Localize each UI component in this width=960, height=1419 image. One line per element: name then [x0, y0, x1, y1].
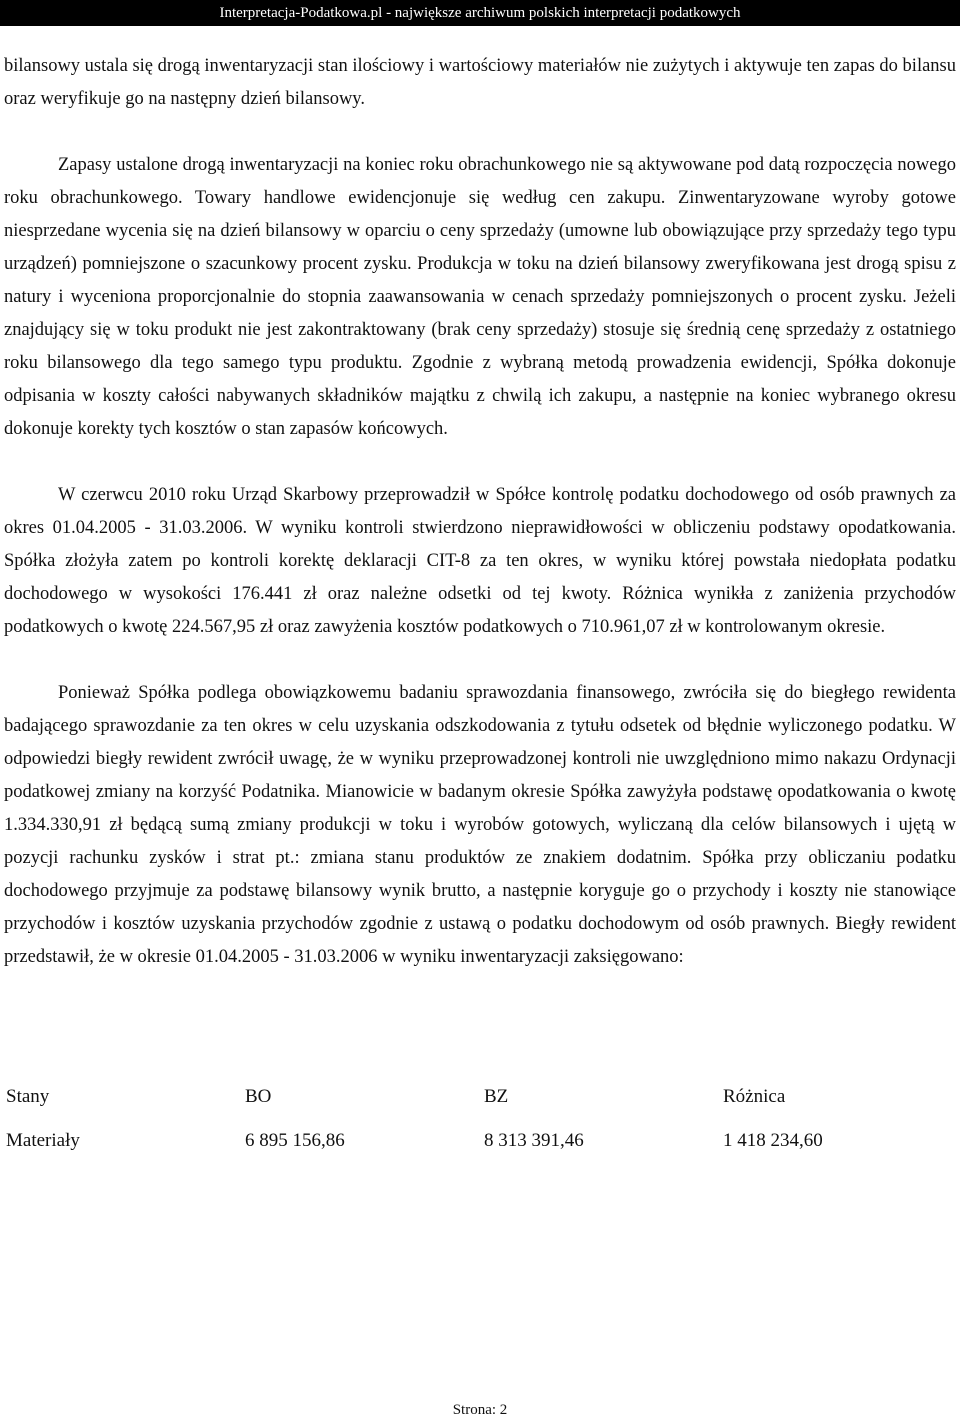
page-footer	[0, 1401, 960, 1419]
table-cell: Materiały	[6, 1129, 80, 1151]
table-cell: 8 313 391,46	[484, 1129, 584, 1151]
table-header-row	[6, 1074, 923, 1118]
paragraph-inventory-materials: bilansowy ustala się drogą inwentaryzacji stan ilościowy i wartościowy materiałów nie zużytych i aktywuje ten zapas do bilansu oraz weryfikuje go na następny dzień bilansowy.	[4, 56, 956, 109]
paragraph-inventory-valuation: Zapasy ustalone drogą inwentaryzacji na koniec roku obrachunkowego nie są aktywowane pod datą rozpoczęcia nowego roku obrachunkowego. Towary handlowe ewidencjonuje się według cen zakupu. Zinwentaryzowane wyroby gotowe niesprzedane wycenia się na dzień bilansowy w oparciu o ceny sprzedaży (umowne lub obowiązujące przy sprzedaży tego typu urządzeń) pomniejszone o szacunkowy procent zysku. Produkcja w toku na dzień bilansowy zweryfikowana jest drogą spisu z natury i wyceniona proporcjonalnie do stopnia zaawansowania w cenach sprzedaży pomniejszonych o procent zysku. Jeżeli znajdujący się w toku produkt nie jest zakontraktowany (brak ceny sprzedaży) stosuje się średnią cenę sprzedaży z ostatniego roku bilansowego dla tego samego typu produktu. Zgodnie z wybraną metodą prowadzenia ewidencji, Spółka dokonuje odpisania w koszty całości nabywanych składników majątku z chwilą ich zakupu, a następnie na koniec wybranego okresu dokonuje korekty tych kosztów o stan zapasów końcowych.	[4, 155, 956, 439]
table-header-cell: BO	[245, 1085, 272, 1107]
table-cell: 6 895 156,86	[245, 1129, 345, 1151]
inventory-table	[6, 1074, 923, 1162]
document-body	[4, 50, 956, 1162]
page-header	[0, 0, 960, 26]
paragraph-auditor-opinion: Ponieważ Spółka podlega obowiązkowemu badaniu sprawozdania finansowego, zwróciła się do biegłego rewidenta badającego sprawozdanie za ten okres w celu uzyskania odszkodowania z tytułu odsetek od błędnie wyliczonego podatku. W odpowiedzi biegły rewident zwrócił uwagę, że w wyniku przeprowadzonej kontroli nie uwzględniono mimo nakazu Ordynacji podatkowej zmiany na korzyść Podatnika. Mianowicie w badanym okresie Spółka zawyżyła podstawę opodatkowania o kwotę 1.334.330,91 zł będącą sumą zmiany produkcji w toku i wyrobów gotowych, wyliczaną dla celów bilansowych i ujętą w pozycji rachunku zysków i strat pt.: zmiana stanu produktów ze znakiem dodatnim. Spółka przy obliczaniu podatku dochodowego przyjmuje za podstawę bilansowy wynik brutto, a następnie koryguje go o przychody i koszty nie stanowiące przychodów i kosztów uzyskania przychodów zgodnie z ustawą o podatku dochodowym od osób prawnych. Biegły rewident przedstawił, że w okresie 01.04.2005 - 31.03.2006 w wyniku inwentaryzacji zaksięgowano:	[4, 683, 956, 967]
table-header-cell: Różnica	[723, 1085, 786, 1107]
table-header-cell: Stany	[6, 1085, 50, 1107]
page-number: Strona: 2	[452, 1402, 508, 1418]
table-row	[6, 1118, 923, 1162]
paragraph-tax-audit: W czerwcu 2010 roku Urząd Skarbowy przeprowadził w Spółce kontrolę podatku dochodowego od osób prawnych za okres 01.04.2005 - 31.03.2006. W wyniku kontroli stwierdzono nieprawidłowości w obliczeniu podstawy opodatkowania. Spółka złożyła zatem po kontroli korektę deklaracji CIT-8 za ten okres, w wyniku której powstała niedopłata podatku dochodowego w wysokości 176.441 zł oraz należne odsetki od tej kwoty. Różnica wynikła z zaniżenia przychodów podatkowych o kwotę 224.567,95 zł oraz zawyżenia kosztów podatkowych o 710.961,07 zł w kontrolowanym okresie.	[4, 485, 956, 637]
header-title: Interpretacja-Podatkowa.pl - największe archiwum polskich interpretacji podatkowych	[219, 5, 741, 21]
table-header-cell: BZ	[484, 1085, 509, 1107]
table-cell: 1 418 234,60	[723, 1129, 823, 1151]
